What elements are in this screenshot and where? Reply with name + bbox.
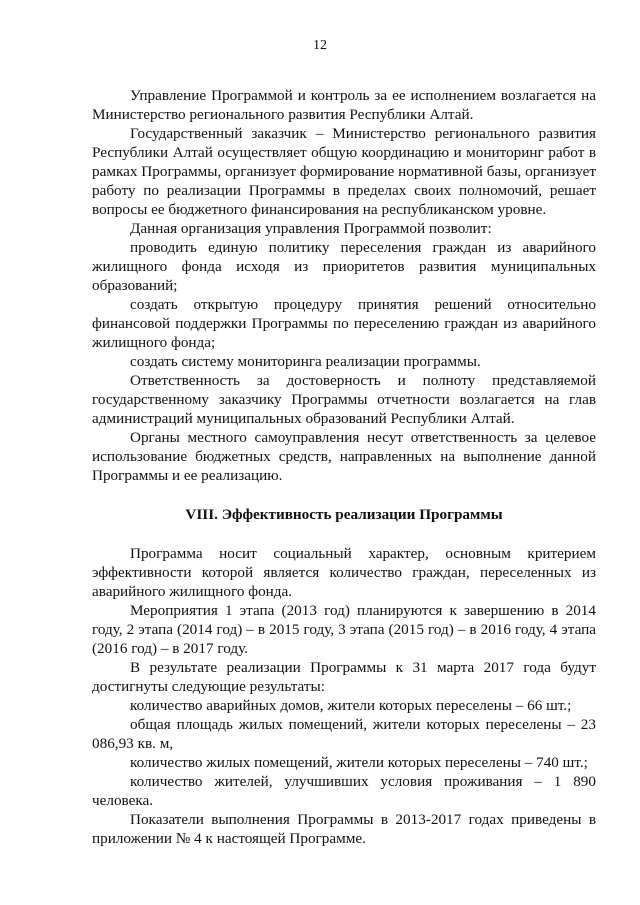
paragraph: Мероприятия 1 этапа (2013 год) планируются к завершению в 2014 году, 2 этапа (2014 год) – в 2015 году, 3 этапа (2015 год) – в 2016 году, 4 этапа (2016 год) – в 2017 году. (92, 602, 596, 657)
paragraph: Данная организация управления Программой позволит: (130, 220, 492, 237)
list-item: количество аварийных домов, жители которых переселены – 66 шт.; (130, 697, 572, 714)
paragraph: Показатели выполнения Программы в 2013-2017 годах приведены в приложении № 4 к настоящей Программе. (92, 811, 596, 847)
paragraph: Органы местного самоуправления несут ответственность за целевое использование бюджетных средств, направленных на выполнение данной Программы и ее реализацию. (92, 429, 596, 484)
paragraph: Ответственность за достоверность и полноту представляемой государственному заказчику Программы отчетности возлагается на глав администраций муниципальных образований Республики Алтай. (92, 372, 596, 427)
paragraph: Государственный заказчик – Министерство регионального развития Республики Алтай осуществляет общую координацию и мониторинг работ в рамках Программы, организует формирование нормативной базы, организует работу по реализации Программы в пределах своих полномочий, решает вопросы ее бюджетного финансирования на республиканском уровне. (92, 125, 596, 218)
section-title: VIII. Эффективность реализации Программы (185, 506, 503, 523)
list-item: количество жилых помещений, жители которых переселены – 740 шт.; (130, 754, 588, 771)
list-item: создать систему мониторинга реализации программы. (130, 353, 481, 370)
list-item: создать открытую процедуру принятия решений относительно финансовой поддержки Программы по переселению граждан из аварийного жилищного фонда; (92, 296, 596, 351)
paragraph: В результате реализации Программы к 31 марта 2017 года будут достигнуты следующие результаты: (92, 659, 596, 695)
list-item: проводить единую политику переселения граждан из аварийного жилищного фонда исходя из приоритетов развития муниципальных образований; (92, 239, 596, 294)
document-body (92, 86, 596, 848)
list-item: общая площадь жилых помещений, жители которых переселены – 23 086,93 кв. м, (92, 716, 596, 752)
page-number: 12 (313, 38, 327, 53)
list-item: количество жителей, улучшивших условия проживания – 1 890 человека. (92, 773, 596, 809)
paragraph: Программа носит социальный характер, основным критерием эффективности которой является количество граждан, переселенных из аварийного жилищного фонда. (92, 545, 596, 600)
paragraph: Управление Программой и контроль за ее исполнением возлагается на Министерство регионального развития Республики Алтай. (92, 87, 596, 123)
